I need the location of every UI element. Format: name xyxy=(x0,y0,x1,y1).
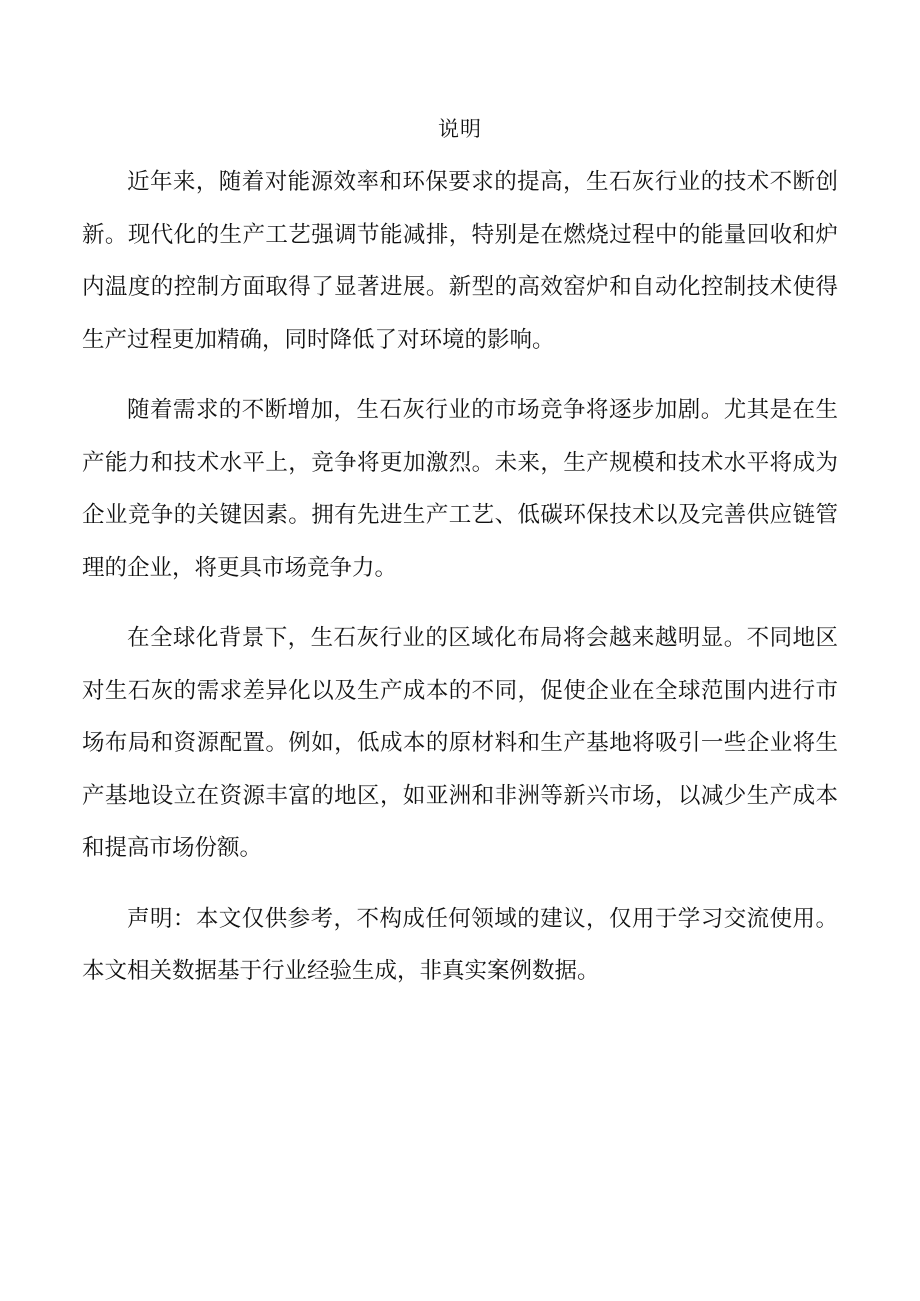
paragraph-regional-layout: 在全球化背景下，生石灰行业的区域化布局将会越来越明显。不同地区对生石灰的需求差异化以及生产成本的不同，促使企业在全球范围内进行市场布局和资源配置。例如，低成本的原材料和生产基地将吸引一些企业将生产基地设立在资源丰富的地区，如亚洲和非洲等新兴市场，以减少生产成本和提高市场份额。 xyxy=(82,625,838,861)
paragraph-tech-innovation: 近年来，随着对能源效率和环保要求的提高，生石灰行业的技术不断创新。现代化的生产工艺强调节能减排，特别是在燃烧过程中的能量回收和炉内温度的控制方面取得了显著进展。新型的高效窑炉和自动化控制技术使得生产过程更加精确，同时降低了对环境的影响。 xyxy=(82,169,838,353)
page-title: 说明 xyxy=(438,117,482,141)
paragraph-disclaimer: 声明：本文仅供参考，不构成任何领域的建议，仅用于学习交流使用。本文相关数据基于行业经验生成，非真实案例数据。 xyxy=(82,905,838,984)
document-body xyxy=(82,156,838,1016)
paragraph-market-competition: 随着需求的不断增加，生石灰行业的市场竞争将逐步加剧。尤其是在生产能力和技术水平上，竞争将更加激烈。未来，生产规模和技术水平将成为企业竞争的关键因素。拥有先进生产工艺、低碳环保技术以及完善供应链管理的企业，将更具市场竞争力。 xyxy=(82,397,838,581)
